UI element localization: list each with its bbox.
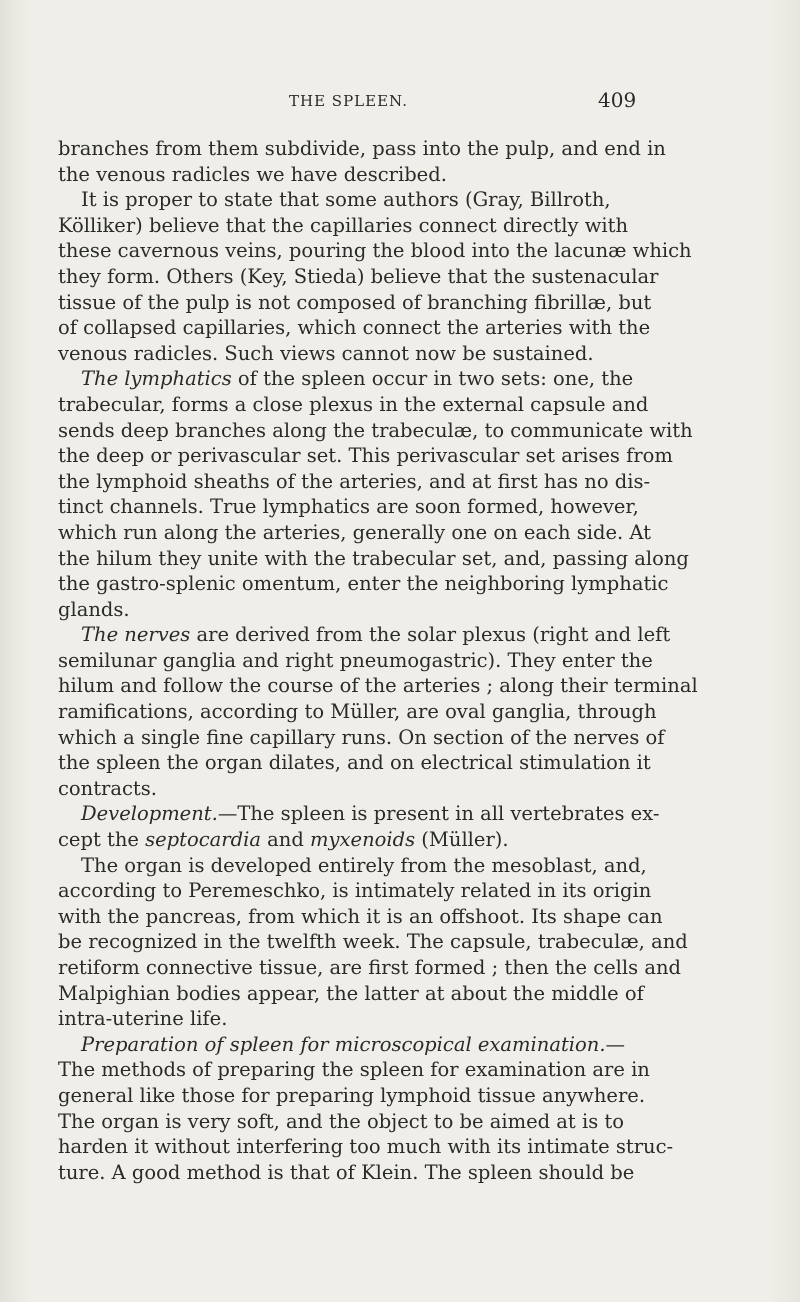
text-span: — (605, 1032, 626, 1056)
text-line: ture. A good method is that of Klein. The spleen should be (58, 1160, 635, 1184)
text-line: the venous radicles we have described. (58, 162, 447, 186)
development-heading: Development. (81, 802, 218, 826)
taxon-name: septocardia (145, 828, 261, 852)
text-line: retiform connective tissue, are first formed ; then the cells and (58, 956, 682, 979)
text-line: which run along the arteries, generally one on each side. At (58, 520, 651, 544)
taxon-name: myxenoids (310, 828, 416, 852)
page-number: 409 (598, 88, 637, 112)
text-line: The organ is developed entirely from the mesoblast, and, (81, 853, 647, 877)
text-line: sends deep branches along the trabeculæ, to communicate with (58, 418, 693, 442)
text-line (58, 1032, 748, 1058)
text-line: the lymphoid sheaths of the arteries, and at first has no dis- (58, 469, 651, 493)
text-line: The methods of preparing the spleen for examination are in (58, 1058, 650, 1082)
text-line: branches from them subdivide, pass into the pulp, and end in (58, 137, 666, 160)
text-line: semilunar ganglia and right pneumogastric). They enter the (58, 648, 653, 672)
text-line (58, 366, 748, 392)
text-line: harden it without interfering too much with its intimate struc- (58, 1135, 674, 1159)
running-head: THE SPLEEN. (289, 92, 408, 110)
text-line: according to Peremeschko, is intimately related in its origin (58, 879, 652, 903)
text-line: venous radicles. Such views cannot now be sustained. (58, 341, 594, 365)
text-line (58, 801, 748, 827)
text-line: be recognized in the twelfth week. The capsule, trabeculæ, and (58, 930, 688, 954)
text-line (58, 827, 748, 853)
nerves-heading: The nerves (81, 623, 191, 647)
text-line: the spleen the organ dilates, and on electrical stimulation it (58, 751, 651, 775)
text-line: general like those for preparing lymphoid tissue anywhere. (58, 1083, 646, 1107)
text-line: which a single fine capillary runs. On section of the nerves of (58, 725, 665, 749)
preparation-heading: Preparation of spleen for microscopical examination. (81, 1032, 606, 1056)
text-line: the hilum they unite with the trabecular set, and, passing along (58, 546, 689, 570)
lymphatics-heading: The lymphatics (81, 367, 232, 391)
text-span: cept the (58, 828, 146, 852)
text-line: intra-uterine life. (58, 1007, 228, 1031)
text-line: the gastro-splenic omentum, enter the neighboring lymphatic (58, 572, 669, 596)
text-span: —The spleen is present in all vertebrates ex- (217, 802, 660, 826)
page-header (0, 88, 800, 112)
text-line: contracts. (58, 776, 157, 800)
text-span: and (260, 828, 311, 852)
text-line: with the pancreas, from which it is an offshoot. Its shape can (58, 904, 663, 928)
text-line: they form. Others (Key, Stieda) believe that the sustenacular (58, 264, 659, 288)
text-span: (Müller). (415, 828, 509, 852)
text-line: the deep or perivascular set. This perivascular set arises from (58, 444, 673, 468)
text-line (58, 622, 748, 648)
text-line: Malpighian bodies appear, the latter at about the middle of (58, 981, 644, 1005)
text-line: tinct channels. True lymphatics are soon formed, however, (58, 495, 639, 519)
text-line: of collapsed capillaries, which connect the arteries with the (58, 316, 651, 340)
body-text (58, 136, 748, 1185)
text-line: It is proper to state that some authors (Gray, Billroth, (81, 188, 611, 212)
text-line: hilum and follow the course of the arteries ; along their terminal (58, 674, 698, 698)
text-line: Kölliker) believe that the capillaries connect directly with (58, 213, 629, 237)
text-line: glands. (58, 597, 130, 621)
text-line: these cavernous veins, pouring the blood into the lacunæ which (58, 239, 692, 263)
text-line: ramifications, according to Müller, are oval ganglia, through (58, 700, 657, 724)
text-span: are derived from the solar plexus (right and left (190, 623, 671, 647)
text-span: of the spleen occur in two sets: one, the (231, 367, 634, 391)
text-line: The organ is very soft, and the object to be aimed at is to (58, 1109, 624, 1133)
text-line: trabecular, forms a close plexus in the external capsule and (58, 392, 649, 416)
text-line: tissue of the pulp is not composed of branching fibrillæ, but (58, 290, 652, 314)
